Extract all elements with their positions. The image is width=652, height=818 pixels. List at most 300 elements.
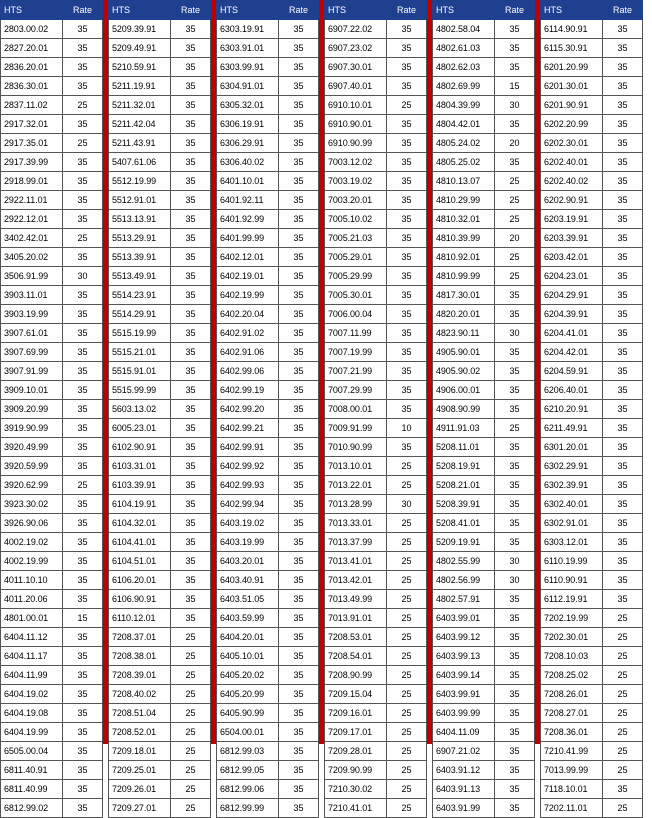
hts-code: 6202.20.99 [541, 115, 603, 134]
table-row [1, 96, 103, 115]
rate-value: 35 [495, 381, 535, 400]
header-row [217, 1, 319, 20]
table-row [109, 780, 211, 799]
hts-code: 6403.19.99 [217, 533, 279, 552]
hts-code: 3909.10.01 [1, 381, 63, 400]
rate-value: 35 [603, 96, 643, 115]
hts-code: 6404.19.99 [1, 723, 63, 742]
rate-value: 35 [63, 723, 103, 742]
table-row [217, 609, 319, 628]
hts-code: 6103.39.91 [109, 476, 171, 495]
rate-value: 25 [387, 571, 427, 590]
table-row [433, 761, 535, 780]
hts-code: 7013.28.99 [325, 495, 387, 514]
hts-code: 7118.10.01 [541, 780, 603, 799]
hts-code: 5513.39.91 [109, 248, 171, 267]
rate-value: 35 [279, 229, 319, 248]
rate-value: 35 [387, 210, 427, 229]
table-row [325, 229, 427, 248]
rate-value: 35 [63, 666, 103, 685]
column-group [535, 0, 643, 813]
hts-rate-table [432, 0, 535, 818]
hts-code: 2917.35.01 [1, 134, 63, 153]
rate-value: 35 [279, 590, 319, 609]
rate-value: 35 [495, 495, 535, 514]
hts-code: 7208.90.99 [325, 666, 387, 685]
hts-code: 6403.51.05 [217, 590, 279, 609]
table-row [541, 704, 643, 723]
rate-value: 35 [495, 723, 535, 742]
rate-value: 35 [171, 476, 211, 495]
table-row [217, 457, 319, 476]
hts-code: 6306.29.91 [217, 134, 279, 153]
hts-code: 6405.10.01 [217, 647, 279, 666]
rate-value: 25 [495, 267, 535, 286]
table-row [1, 305, 103, 324]
table-row [325, 457, 427, 476]
table-row [109, 628, 211, 647]
rate-value: 35 [279, 628, 319, 647]
table-row [541, 590, 643, 609]
table-row [109, 39, 211, 58]
rate-value: 30 [495, 552, 535, 571]
table-row [1, 400, 103, 419]
table-row [109, 742, 211, 761]
table-row [325, 39, 427, 58]
hts-code: 5514.29.91 [109, 305, 171, 324]
table-row [109, 647, 211, 666]
table-row [109, 704, 211, 723]
hts-code: 6104.51.01 [109, 552, 171, 571]
rate-value: 35 [171, 286, 211, 305]
rate-value: 25 [171, 723, 211, 742]
hts-code: 4801.00.01 [1, 609, 63, 628]
table-row [433, 685, 535, 704]
rate-value: 35 [387, 58, 427, 77]
rate-value: 35 [63, 400, 103, 419]
table-row [217, 533, 319, 552]
rate-value: 25 [387, 457, 427, 476]
table-row [433, 533, 535, 552]
table-row [109, 286, 211, 305]
rate-value: 35 [63, 77, 103, 96]
rate-value: 35 [63, 780, 103, 799]
hts-code: 2803.00.02 [1, 20, 63, 39]
table-row [1, 39, 103, 58]
hts-code: 6401.92.99 [217, 210, 279, 229]
hts-code: 7202.19.99 [541, 609, 603, 628]
hts-code: 6302.29.91 [541, 457, 603, 476]
rate-value: 35 [603, 419, 643, 438]
hts-code: 4810.13.07 [433, 172, 495, 191]
table-row [217, 153, 319, 172]
rate-value: 35 [495, 362, 535, 381]
table-row [1, 457, 103, 476]
hts-code: 7013.42.01 [325, 571, 387, 590]
rate-value: 25 [495, 210, 535, 229]
table-row [325, 77, 427, 96]
rate-value: 35 [495, 590, 535, 609]
hts-code: 6202.40.01 [541, 153, 603, 172]
table-row [541, 552, 643, 571]
hts-code: 7208.10.03 [541, 647, 603, 666]
hts-code: 7013.33.01 [325, 514, 387, 533]
table-row [325, 20, 427, 39]
table-row [433, 39, 535, 58]
hts-code: 6211.49.91 [541, 419, 603, 438]
hts-code: 5515.21.01 [109, 343, 171, 362]
rate-value: 35 [63, 286, 103, 305]
table-row [541, 761, 643, 780]
hts-code: 7210.30.02 [325, 780, 387, 799]
hts-code: 4905.90.02 [433, 362, 495, 381]
hts-code: 3903.11.01 [1, 286, 63, 305]
table-row [217, 685, 319, 704]
table-row [433, 20, 535, 39]
rate-value: 35 [63, 647, 103, 666]
table-row [433, 58, 535, 77]
hts-header: HTS [325, 1, 387, 20]
hts-code: 7003.20.01 [325, 191, 387, 210]
table-row [109, 229, 211, 248]
header-row [1, 1, 103, 20]
table-row [541, 514, 643, 533]
rate-value: 35 [279, 96, 319, 115]
rate-value: 35 [63, 362, 103, 381]
rate-value: 35 [603, 514, 643, 533]
table-row [1, 362, 103, 381]
table-row [325, 514, 427, 533]
hts-code: 7208.39.01 [109, 666, 171, 685]
table-row [541, 419, 643, 438]
rate-value: 35 [603, 267, 643, 286]
table-row [433, 362, 535, 381]
table-row [217, 723, 319, 742]
rate-value: 35 [603, 58, 643, 77]
table-row [541, 77, 643, 96]
table-row [109, 305, 211, 324]
hts-code: 7209.16.01 [325, 704, 387, 723]
hts-code: 6306.40.02 [217, 153, 279, 172]
rate-value: 25 [171, 685, 211, 704]
rate-value: 35 [63, 704, 103, 723]
rate-value: 35 [279, 666, 319, 685]
rate-value: 35 [279, 58, 319, 77]
table-row [1, 229, 103, 248]
table-row [217, 552, 319, 571]
table-row [541, 172, 643, 191]
rate-value: 35 [279, 647, 319, 666]
rate-value: 25 [171, 761, 211, 780]
hts-code: 6403.99.13 [433, 647, 495, 666]
rate-value: 25 [387, 704, 427, 723]
hts-code: 7210.41.01 [325, 799, 387, 818]
table-row [541, 723, 643, 742]
rate-value: 35 [63, 153, 103, 172]
hts-code: 5208.21.01 [433, 476, 495, 495]
rate-value: 35 [171, 514, 211, 533]
rate-value: 35 [603, 115, 643, 134]
hts-code: 7208.51.04 [109, 704, 171, 723]
rate-value: 35 [495, 609, 535, 628]
rate-value: 35 [387, 39, 427, 58]
table-row [325, 248, 427, 267]
table-row [109, 134, 211, 153]
table-row [1, 628, 103, 647]
hts-code: 7007.21.99 [325, 362, 387, 381]
hts-code: 6401.99.99 [217, 229, 279, 248]
rate-value: 35 [387, 77, 427, 96]
table-row [325, 571, 427, 590]
header-row [325, 1, 427, 20]
hts-code: 6304.91.01 [217, 77, 279, 96]
rate-value: 35 [279, 609, 319, 628]
table-row [109, 96, 211, 115]
hts-code: 5513.13.91 [109, 210, 171, 229]
rate-value: 35 [495, 685, 535, 704]
hts-code: 4002.19.02 [1, 533, 63, 552]
rate-value: 35 [387, 381, 427, 400]
hts-code: 6102.90.91 [109, 438, 171, 457]
table-row [541, 305, 643, 324]
table-row [541, 533, 643, 552]
rate-value: 25 [495, 191, 535, 210]
hts-code: 3909.20.99 [1, 400, 63, 419]
rate-value: 30 [63, 267, 103, 286]
table-row [541, 457, 643, 476]
hts-code: 4911.91.03 [433, 419, 495, 438]
rate-value: 35 [63, 533, 103, 552]
hts-code: 3920.59.99 [1, 457, 63, 476]
hts-code: 6907.22.02 [325, 20, 387, 39]
hts-code: 6403.99.14 [433, 666, 495, 685]
rate-value: 35 [495, 704, 535, 723]
hts-code: 6202.30.01 [541, 134, 603, 153]
hts-code: 4906.00.01 [433, 381, 495, 400]
rate-value: 35 [171, 58, 211, 77]
rate-value: 35 [603, 552, 643, 571]
table-row [217, 286, 319, 305]
table-row [325, 666, 427, 685]
rate-value: 25 [387, 552, 427, 571]
rate-value: 25 [63, 476, 103, 495]
rate-value: 35 [279, 134, 319, 153]
rate-value: 35 [171, 229, 211, 248]
rate-value: 35 [603, 476, 643, 495]
rate-value: 35 [495, 628, 535, 647]
table-row [109, 267, 211, 286]
table-row [1, 381, 103, 400]
hts-code: 7208.53.01 [325, 628, 387, 647]
hts-code: 6402.99.20 [217, 400, 279, 419]
rate-value: 35 [387, 153, 427, 172]
rate-value: 25 [495, 248, 535, 267]
rate-value: 35 [387, 362, 427, 381]
hts-code: 7003.19.02 [325, 172, 387, 191]
hts-code: 6204.59.91 [541, 362, 603, 381]
rate-value: 35 [279, 210, 319, 229]
table-row [541, 571, 643, 590]
table-row [217, 362, 319, 381]
hts-code: 6201.90.91 [541, 96, 603, 115]
hts-code: 6103.31.01 [109, 457, 171, 476]
table-row [109, 799, 211, 818]
hts-code: 4802.58.04 [433, 20, 495, 39]
hts-code: 7209.25.01 [109, 761, 171, 780]
hts-code: 4810.32.01 [433, 210, 495, 229]
hts-code: 7013.91.01 [325, 609, 387, 628]
table-row [325, 628, 427, 647]
table-row [433, 476, 535, 495]
rate-value: 35 [495, 457, 535, 476]
hts-code: 6402.91.06 [217, 343, 279, 362]
hts-code: 6203.19.91 [541, 210, 603, 229]
table-row [109, 685, 211, 704]
rate-value: 35 [63, 571, 103, 590]
hts-code: 2827.20.01 [1, 39, 63, 58]
table-row [217, 628, 319, 647]
hts-code: 4002.19.99 [1, 552, 63, 571]
table-row [325, 115, 427, 134]
rate-value: 35 [171, 533, 211, 552]
hts-code: 4823.90.11 [433, 324, 495, 343]
hts-code: 6403.99.99 [433, 704, 495, 723]
rate-value: 35 [279, 704, 319, 723]
hts-code: 7003.12.02 [325, 153, 387, 172]
table-row [217, 666, 319, 685]
header-row [541, 1, 643, 20]
hts-code: 6303.12.01 [541, 533, 603, 552]
rate-value: 35 [603, 362, 643, 381]
rate-value: 35 [495, 58, 535, 77]
table-row [217, 172, 319, 191]
rate-value: 35 [171, 248, 211, 267]
hts-code: 7005.29.01 [325, 248, 387, 267]
rate-header: Rate [603, 1, 643, 20]
hts-code: 6303.91.01 [217, 39, 279, 58]
rate-value: 35 [603, 495, 643, 514]
hts-code: 5210.59.91 [109, 58, 171, 77]
rate-value: 25 [603, 647, 643, 666]
rate-value: 35 [63, 514, 103, 533]
hts-code: 7005.29.99 [325, 267, 387, 286]
table-row [1, 780, 103, 799]
table-row [109, 20, 211, 39]
table-row [325, 305, 427, 324]
table-row [541, 248, 643, 267]
rate-value: 25 [171, 799, 211, 818]
hts-code: 6811.40.91 [1, 761, 63, 780]
rate-value: 25 [171, 704, 211, 723]
hts-code: 6812.99.05 [217, 761, 279, 780]
table-row [109, 533, 211, 552]
hts-code: 2917.39.99 [1, 153, 63, 172]
hts-code: 6204.23.01 [541, 267, 603, 286]
rate-value: 25 [387, 533, 427, 552]
hts-code: 4817.30.01 [433, 286, 495, 305]
column-group [427, 0, 535, 813]
hts-code: 3907.61.01 [1, 324, 63, 343]
hts-code: 2918.99.01 [1, 172, 63, 191]
table-row [217, 305, 319, 324]
table-row [541, 495, 643, 514]
table-row [433, 229, 535, 248]
table-row [109, 666, 211, 685]
rate-value: 25 [387, 742, 427, 761]
table-row [109, 191, 211, 210]
table-row [217, 742, 319, 761]
table-row [1, 799, 103, 818]
rate-value: 35 [171, 210, 211, 229]
rate-value: 25 [603, 799, 643, 818]
hts-code: 5208.11.01 [433, 438, 495, 457]
table-row [217, 210, 319, 229]
table-row [1, 172, 103, 191]
table-row [325, 419, 427, 438]
hts-code: 4802.62.03 [433, 58, 495, 77]
rate-value: 35 [603, 210, 643, 229]
table-row [433, 495, 535, 514]
table-row [1, 267, 103, 286]
rate-value: 25 [63, 134, 103, 153]
rate-value: 35 [387, 438, 427, 457]
table-row [433, 343, 535, 362]
table-row [325, 400, 427, 419]
table-row [1, 324, 103, 343]
table-row [217, 229, 319, 248]
table-row [541, 115, 643, 134]
rate-value: 35 [279, 761, 319, 780]
table-row [541, 438, 643, 457]
hts-code: 7209.15.04 [325, 685, 387, 704]
rate-value: 25 [603, 609, 643, 628]
rate-value: 35 [279, 799, 319, 818]
hts-code: 4802.55.99 [433, 552, 495, 571]
rate-value: 35 [63, 761, 103, 780]
hts-code: 6812.99.02 [1, 799, 63, 818]
rate-value: 35 [603, 153, 643, 172]
table-row [217, 77, 319, 96]
table-row [109, 343, 211, 362]
table-row [541, 780, 643, 799]
hts-code: 7005.21.03 [325, 229, 387, 248]
rate-value: 35 [495, 400, 535, 419]
hts-code: 7013.22.01 [325, 476, 387, 495]
rate-value: 25 [387, 723, 427, 742]
hts-code: 6403.99.12 [433, 628, 495, 647]
hts-code: 6202.90.91 [541, 191, 603, 210]
rate-value: 35 [279, 267, 319, 286]
table-row [325, 96, 427, 115]
rate-value: 25 [603, 628, 643, 647]
table-row [109, 248, 211, 267]
table-row [541, 343, 643, 362]
hts-code: 5211.43.91 [109, 134, 171, 153]
rate-value: 35 [171, 324, 211, 343]
hts-code: 6302.40.01 [541, 495, 603, 514]
hts-code: 7208.25.02 [541, 666, 603, 685]
rate-value: 35 [279, 153, 319, 172]
table-row [325, 362, 427, 381]
table-row [1, 191, 103, 210]
table-row [1, 723, 103, 742]
hts-code: 6402.99.91 [217, 438, 279, 457]
hts-code: 2922.11.01 [1, 191, 63, 210]
rate-value: 35 [171, 39, 211, 58]
hts-code: 7208.37.01 [109, 628, 171, 647]
rate-value: 35 [171, 609, 211, 628]
rate-value: 25 [387, 590, 427, 609]
